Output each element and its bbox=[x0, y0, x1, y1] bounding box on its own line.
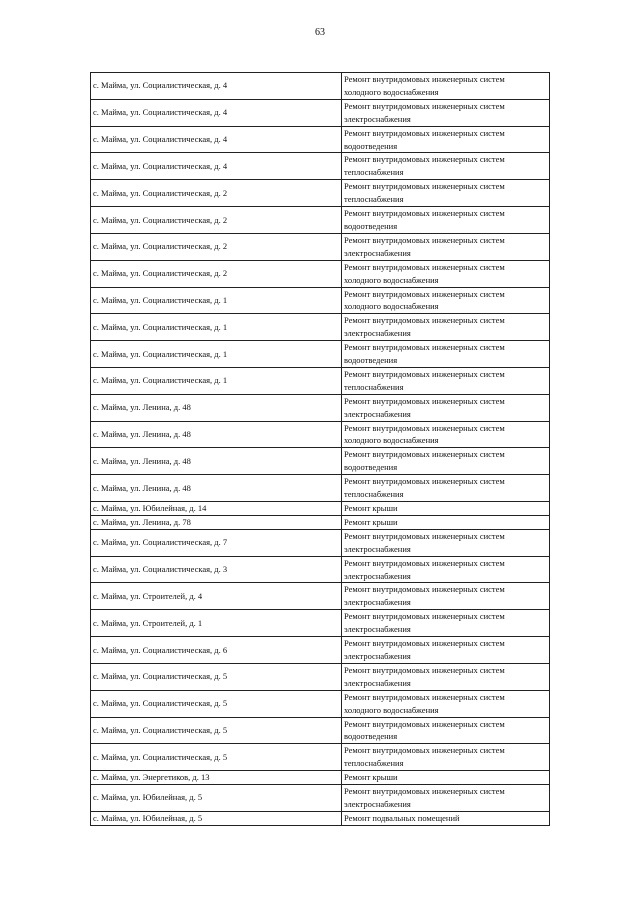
work-type-line: водоотведения bbox=[344, 355, 398, 366]
table-row bbox=[91, 260, 550, 287]
address-cell: с. Майма, ул. Социалистическая, д. 3 bbox=[91, 556, 342, 583]
work-type-line: Ремонт внутридомовых инженерных систем bbox=[344, 100, 505, 111]
work-type-line: Ремонт внутридомовых инженерных систем bbox=[344, 288, 505, 299]
work-type-line: Ремонт внутридомовых инженерных систем bbox=[344, 718, 505, 729]
work-type-line: водоотведения bbox=[344, 462, 398, 473]
work-type-cell bbox=[342, 260, 550, 287]
address-cell: с. Майма, ул. Строителей, д. 4 bbox=[91, 583, 342, 610]
work-type-line: электроснабжения bbox=[344, 113, 411, 124]
table-row bbox=[91, 367, 550, 394]
table-row bbox=[91, 126, 550, 153]
table-row bbox=[91, 73, 550, 100]
work-type-cell bbox=[342, 367, 550, 394]
work-type-line: теплоснабжения bbox=[344, 381, 404, 392]
table-row bbox=[91, 811, 550, 825]
address-cell: с. Майма, ул. Социалистическая, д. 5 bbox=[91, 717, 342, 744]
address-cell: с. Майма, ул. Ленина, д. 48 bbox=[91, 448, 342, 475]
address-cell: с. Майма, ул. Социалистическая, д. 4 bbox=[91, 153, 342, 180]
work-type-line: Ремонт внутридомовых инженерных систем bbox=[344, 786, 505, 797]
work-type-cell bbox=[342, 99, 550, 126]
table-row bbox=[91, 744, 550, 771]
table-row bbox=[91, 475, 550, 502]
work-type-cell bbox=[342, 556, 550, 583]
work-type-cell bbox=[342, 233, 550, 260]
work-type-line: электроснабжения bbox=[344, 624, 411, 635]
work-type-line: Ремонт внутридомовых инженерных систем bbox=[344, 611, 505, 622]
work-type-line: Ремонт внутридомовых инженерных систем bbox=[344, 530, 505, 541]
address-cell: с. Майма, ул. Социалистическая, д. 2 bbox=[91, 207, 342, 234]
table-row bbox=[91, 717, 550, 744]
work-type-line: Ремонт внутридомовых инженерных систем bbox=[344, 234, 505, 245]
page-number: 63 bbox=[315, 27, 325, 38]
table-row bbox=[91, 785, 550, 812]
work-type-line: водоотведения bbox=[344, 140, 398, 151]
table-row bbox=[91, 233, 550, 260]
table-row bbox=[91, 153, 550, 180]
work-type-line: водоотведения bbox=[344, 731, 398, 742]
work-type-line: Ремонт внутридомовых инженерных систем bbox=[344, 557, 505, 568]
table-row bbox=[91, 180, 550, 207]
work-type-line: теплоснабжения bbox=[344, 194, 404, 205]
work-type-cell bbox=[342, 785, 550, 812]
table-row bbox=[91, 663, 550, 690]
work-type-line: электроснабжения bbox=[344, 597, 411, 608]
work-type-cell bbox=[342, 637, 550, 664]
work-type-line: Ремонт внутридомовых инженерных систем bbox=[344, 395, 505, 406]
work-type-line: Ремонт внутридомовых инженерных систем bbox=[344, 691, 505, 702]
address-cell: с. Майма, ул. Строителей, д. 1 bbox=[91, 610, 342, 637]
address-cell: с. Майма, ул. Ленина, д. 48 bbox=[91, 475, 342, 502]
work-type-cell bbox=[342, 502, 550, 516]
work-type-cell bbox=[342, 771, 550, 785]
work-type-cell bbox=[342, 717, 550, 744]
work-type-cell bbox=[342, 610, 550, 637]
work-type-line: холодного водоснабжения bbox=[344, 86, 439, 97]
work-type-line: холодного водоснабжения bbox=[344, 274, 439, 285]
work-type-line: электроснабжения bbox=[344, 677, 411, 688]
table-row bbox=[91, 556, 550, 583]
table-row bbox=[91, 515, 550, 529]
work-type-cell bbox=[342, 153, 550, 180]
address-cell: с. Майма, ул. Юбилейная, д. 5 bbox=[91, 785, 342, 812]
table-row bbox=[91, 583, 550, 610]
table-row bbox=[91, 448, 550, 475]
work-type-cell bbox=[342, 811, 550, 825]
work-type-line: Ремонт внутридомовых инженерных систем bbox=[344, 315, 505, 326]
address-cell: с. Майма, ул. Социалистическая, д. 6 bbox=[91, 637, 342, 664]
table-row bbox=[91, 610, 550, 637]
work-type-line: холодного водоснабжения bbox=[344, 435, 439, 446]
work-type-cell bbox=[342, 180, 550, 207]
address-cell: с. Майма, ул. Ленина, д. 78 bbox=[91, 515, 342, 529]
work-type-line: теплоснабжения bbox=[344, 758, 404, 769]
work-type-line: Ремонт внутридомовых инженерных систем bbox=[344, 745, 505, 756]
table-row bbox=[91, 421, 550, 448]
address-cell: с. Майма, ул. Социалистическая, д. 1 bbox=[91, 367, 342, 394]
work-type-line: электроснабжения bbox=[344, 328, 411, 339]
table-row bbox=[91, 502, 550, 516]
work-type-line: Ремонт внутридомовых инженерных систем bbox=[344, 638, 505, 649]
work-type-line: Ремонт внутридомовых инженерных систем bbox=[344, 584, 505, 595]
work-type-cell bbox=[342, 744, 550, 771]
work-type-cell bbox=[342, 341, 550, 368]
work-type-cell bbox=[342, 73, 550, 100]
address-cell: с. Майма, ул. Социалистическая, д. 4 bbox=[91, 99, 342, 126]
work-type-line: электроснабжения bbox=[344, 247, 411, 258]
work-type-line: Ремонт крыши bbox=[344, 772, 398, 783]
address-cell: с. Майма, ул. Юбилейная, д. 5 bbox=[91, 811, 342, 825]
works-table-body bbox=[91, 73, 550, 826]
work-type-line: Ремонт внутридомовых инженерных систем bbox=[344, 261, 505, 272]
address-cell: с. Майма, ул. Социалистическая, д. 5 bbox=[91, 663, 342, 690]
table-row bbox=[91, 771, 550, 785]
address-cell: с. Майма, ул. Энергетиков, д. 13 bbox=[91, 771, 342, 785]
table-row bbox=[91, 394, 550, 421]
work-type-line: Ремонт внутридомовых инженерных систем bbox=[344, 74, 505, 84]
work-type-line: электроснабжения bbox=[344, 570, 411, 581]
work-type-line: теплоснабжения bbox=[344, 167, 404, 178]
work-type-cell bbox=[342, 394, 550, 421]
work-type-line: Ремонт внутридомовых инженерных систем bbox=[344, 127, 505, 138]
work-type-line: Ремонт внутридомовых инженерных систем bbox=[344, 181, 505, 192]
work-type-line: водоотведения bbox=[344, 220, 398, 231]
address-cell: с. Майма, ул. Ленина, д. 48 bbox=[91, 421, 342, 448]
work-type-line: электроснабжения bbox=[344, 798, 411, 809]
address-cell: с. Майма, ул. Социалистическая, д. 1 bbox=[91, 314, 342, 341]
work-type-line: электроснабжения bbox=[344, 543, 411, 554]
address-cell: с. Майма, ул. Социалистическая, д. 1 bbox=[91, 287, 342, 314]
work-type-cell bbox=[342, 314, 550, 341]
address-cell: с. Майма, ул. Социалистическая, д. 1 bbox=[91, 341, 342, 368]
work-type-cell bbox=[342, 663, 550, 690]
works-table bbox=[90, 72, 550, 826]
address-cell: с. Майма, ул. Социалистическая, д. 2 bbox=[91, 180, 342, 207]
table-row bbox=[91, 207, 550, 234]
address-cell: с. Майма, ул. Социалистическая, д. 5 bbox=[91, 744, 342, 771]
work-type-cell bbox=[342, 529, 550, 556]
address-cell: с. Майма, ул. Юбилейная, д. 14 bbox=[91, 502, 342, 516]
work-type-line: Ремонт внутридомовых инженерных систем bbox=[344, 422, 505, 433]
table-row bbox=[91, 341, 550, 368]
work-type-line: Ремонт внутридомовых инженерных систем bbox=[344, 342, 505, 353]
work-type-cell bbox=[342, 690, 550, 717]
work-type-cell bbox=[342, 287, 550, 314]
work-type-cell bbox=[342, 421, 550, 448]
table-row bbox=[91, 99, 550, 126]
address-cell: с. Майма, ул. Социалистическая, д. 2 bbox=[91, 233, 342, 260]
table-row bbox=[91, 690, 550, 717]
work-type-line: Ремонт внутридомовых инженерных систем bbox=[344, 208, 505, 219]
work-type-cell bbox=[342, 475, 550, 502]
work-type-line: Ремонт внутридомовых инженерных систем bbox=[344, 368, 505, 379]
work-type-line: электроснабжения bbox=[344, 650, 411, 661]
work-type-line: теплоснабжения bbox=[344, 489, 404, 500]
work-type-line: холодного водоснабжения bbox=[344, 704, 439, 715]
table-row bbox=[91, 287, 550, 314]
address-cell: с. Майма, ул. Социалистическая, д. 4 bbox=[91, 126, 342, 153]
work-type-line: Ремонт внутридомовых инженерных систем bbox=[344, 476, 505, 487]
table-row bbox=[91, 314, 550, 341]
work-type-line: Ремонт крыши bbox=[344, 516, 398, 527]
work-type-line: Ремонт внутридомовых инженерных систем bbox=[344, 664, 505, 675]
work-type-line: электроснабжения bbox=[344, 408, 411, 419]
address-cell: с. Майма, ул. Ленина, д. 48 bbox=[91, 394, 342, 421]
work-type-cell bbox=[342, 448, 550, 475]
work-type-cell bbox=[342, 126, 550, 153]
table-row bbox=[91, 637, 550, 664]
address-cell: с. Майма, ул. Социалистическая, д. 4 bbox=[91, 73, 342, 100]
table-row bbox=[91, 529, 550, 556]
work-type-line: Ремонт внутридомовых инженерных систем bbox=[344, 449, 505, 460]
address-cell: с. Майма, ул. Социалистическая, д. 5 bbox=[91, 690, 342, 717]
work-type-cell bbox=[342, 583, 550, 610]
work-type-line: Ремонт подвальных помещений bbox=[344, 812, 460, 823]
work-type-cell bbox=[342, 515, 550, 529]
work-type-line: Ремонт внутридомовых инженерных систем bbox=[344, 154, 505, 165]
work-type-line: холодного водоснабжения bbox=[344, 301, 439, 312]
address-cell: с. Майма, ул. Социалистическая, д. 7 bbox=[91, 529, 342, 556]
work-type-line: Ремонт крыши bbox=[344, 503, 398, 513]
work-type-cell bbox=[342, 207, 550, 234]
address-cell: с. Майма, ул. Социалистическая, д. 2 bbox=[91, 260, 342, 287]
